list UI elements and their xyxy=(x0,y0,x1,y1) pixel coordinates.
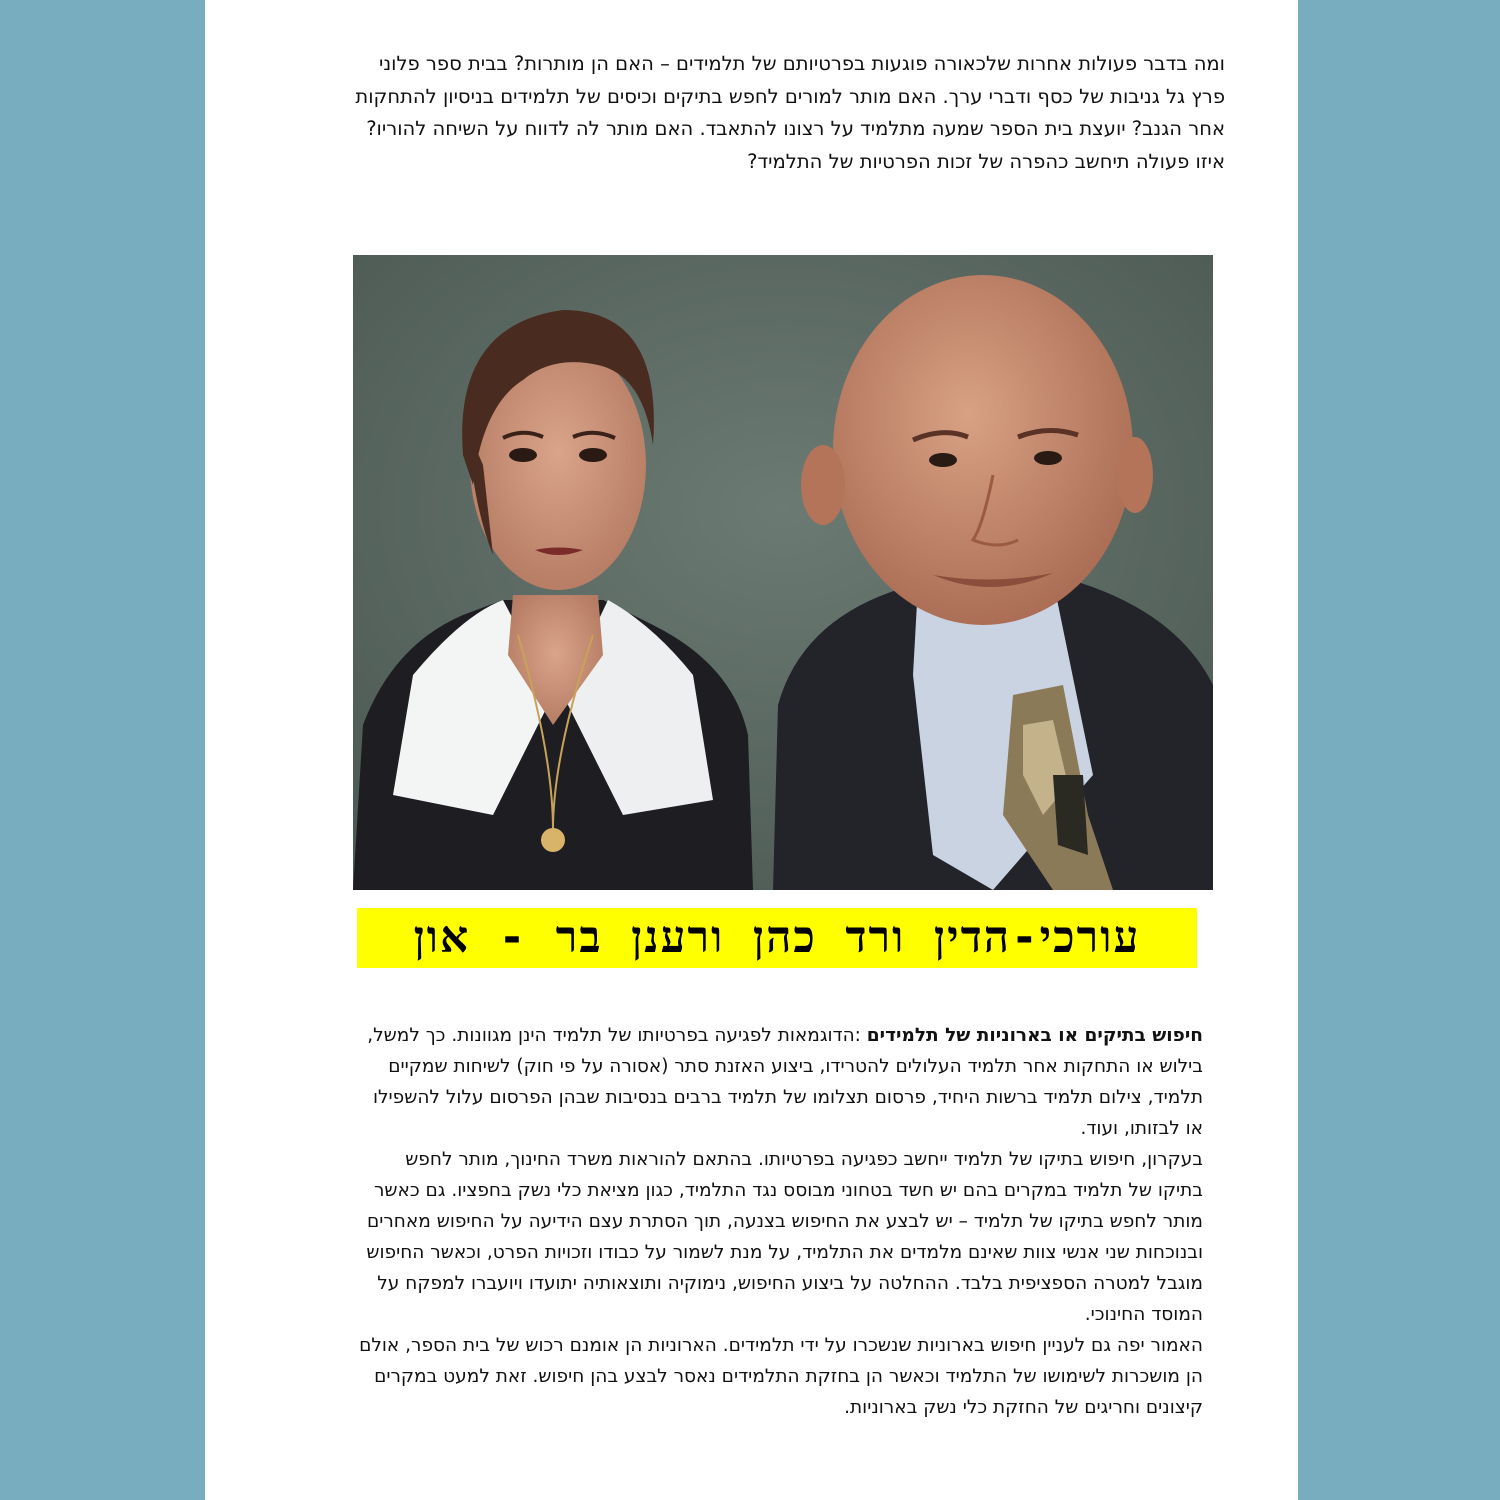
portrait-illustration xyxy=(353,255,1213,890)
article-paragraph-1 xyxy=(355,1020,1203,1144)
article-paragraph-2: בעקרון, חיפוש בתיקו של תלמיד ייחשב כפגיעה בפרטיותו. בהתאם להוראות משרד החינוך, מותר לחפש בתיקו של תלמיד במקרים בהם יש חשד בטחוני מבוסס נגד התלמיד, כגון מציאת כלי נשק בחפציו. גם כאשר מותר לחפש בתיקו של תלמיד – יש לבצע את החיפוש בצנעה, תוך הסתרת עצם הידיעה על החיפוש מאחרים ובנוכחות שני אנשי צוות שאינם מלמדים את התלמיד, על מנת לשמור על כבודו וזכויות הפרט, וכאשר החיפוש מוגבל למטרה הספציפית בלבד. ההחלטה על ביצוע החיפוש, נימוקיה ותוצאותיה יתועדו ויועברו למפקח על המוסד החינוכי. xyxy=(366,1149,1203,1325)
article-paragraph-3: האמור יפה גם לעניין חיפוש בארוניות שנשכרו על ידי תלמידים. הארוניות הן אומנם רכוש של בית הספר, אולם הן מושכרות לשימושו של התלמיד וכאשר הן בחזקת התלמידים נאסר לבצע בהן חיפוש. זאת למעט במקרים קיצונים וחריגים של החזקת כלי נשק בארוניות. xyxy=(359,1335,1203,1418)
intro-paragraph: ומה בדבר פעולות אחרות שלכאורה פוגעות בפרטיותם של תלמידים – האם הן מותרות? בבית ספר פלוני פרץ גל גניבות של כסף ודברי ערך. האם מותר למורים לחפש בתיקים וכיסים של תלמידים בניסיון להתחקות אחר הגנב? יועצת בית הספר שמעה מתלמיד על רצונו להתאבד. האם מותר לה לדווח על השיחה להוריו? איזו פעולה תיחשב כהפרה של זכות הפרטיות של התלמיד? xyxy=(355,52,1225,173)
article-body xyxy=(355,1020,1203,1423)
article-heading: חיפוש בתיקים או בארוניות של תלמידים xyxy=(866,1025,1203,1046)
photo-caption: עורכי-הדין ורד כהן ורענן בר - און xyxy=(357,908,1197,968)
intro-section xyxy=(355,48,1225,178)
article-lead: :הדוגמאות לפגיעה בפרטיותו של תלמיד הינן מגוונות. כך למשל, בילוש או התחקות אחר תלמיד העלולים להטרידו, ביצוע האזנת סתר (אסורה על פי חוק) לשיחות שמקיים תלמיד, צילום תלמיד ברשות היחיד, פרסום תצלומו של תלמיד ברבים בנסיבות שבהן הפרסום עלול להשפילו או לבזותו, ועוד. xyxy=(367,1025,1203,1139)
portrait-photo xyxy=(353,255,1213,890)
document-page xyxy=(205,0,1298,1500)
